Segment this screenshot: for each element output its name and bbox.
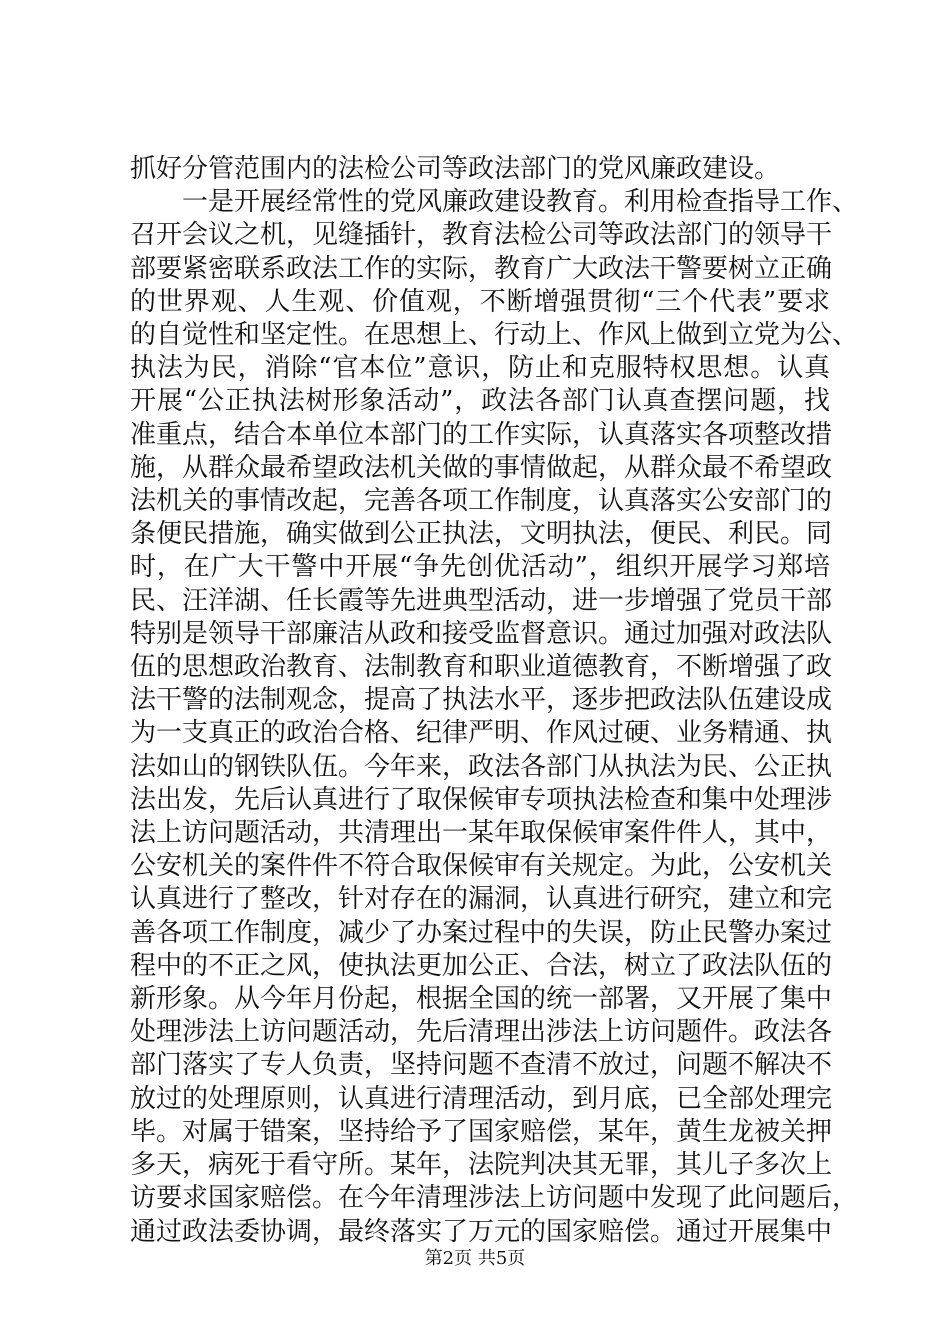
text-line: 的自觉性和坚定性。在思想上、行动上、作风上做到立党为公、 <box>130 320 859 351</box>
text-line: 公安机关的案件件不符合取保候审有关规定。为此，公安机关 <box>130 851 833 882</box>
text-line: 访要求国家赔偿。在今年清理涉法上访问题中发现了此问题后， <box>130 1183 859 1214</box>
text-line: 一是开展经常性的党风廉政建设教育。利用检查指导工作、 <box>130 187 859 218</box>
page-footer: 第2页 共5页 <box>424 1248 526 1269</box>
text-line: 开展“公正执法树形象活动”，政法各部门认真查摆问题，找 <box>130 386 830 417</box>
text-line: 召开会议之机，见缝插针，教育法检公司等政法部门的领导干 <box>130 220 833 251</box>
text-line: 放过的处理原则，认真进行清理活动，到月底，已全部处理完 <box>130 1083 833 1114</box>
text-line: 新形象。从今年月份起，根据全国的统一部署，又开展了集中 <box>130 984 833 1015</box>
text-line: 部门落实了专人负责，坚持问题不查清不放过，问题不解决不 <box>130 1050 833 1081</box>
text-line: 伍的思想政治教育、法制教育和职业道德教育，不断增强了政 <box>130 652 833 683</box>
text-line: 法干警的法制观念，提高了执法水平，逐步把政法队伍建设成 <box>130 685 833 716</box>
text-line: 毕。对属于错案，坚持给予了国家赔偿，某年，黄生龙被关押 <box>130 1116 833 1147</box>
body-paragraphs <box>130 153 859 1249</box>
text-line: 善各项工作制度，减少了办案过程中的失误，防止民警办案过 <box>130 917 833 948</box>
text-line: 部要紧密联系政法工作的实际，教育广大政法干警要树立正确 <box>130 253 833 284</box>
text-line: 程中的不正之风，使执法更加公正、合法，树立了政法队伍的 <box>130 950 833 981</box>
text-line: 法上访问题活动，共清理出一某年取保候审案件件人，其中， <box>130 818 833 849</box>
text-line: 法如山的钢铁队伍。今年来，政法各部门从执法为民、公正执 <box>130 751 833 782</box>
text-line: 准重点，结合本单位本部门的工作实际，认真落实各项整改措 <box>130 419 833 450</box>
text-line: 施，从群众最希望政法机关做的事情做起，从群众最不希望政 <box>130 452 833 483</box>
text-line: 抓好分管范围内的法检公司等政法部门的党风廉政建设。 <box>130 154 781 184</box>
text-line: 民、汪洋湖、任长霞等先进典型活动，进一步增强了党员干部 <box>130 585 833 616</box>
text-line: 时，在广大干警中开展“争先创优活动”，组织开展学习郑培 <box>130 552 830 583</box>
text-line: 条便民措施，确实做到公正执法，文明执法，便民、利民。同 <box>130 519 833 550</box>
text-line: 为一支真正的政治合格、纪律严明、作风过硬、业务精通、执 <box>130 718 833 749</box>
text-line: 法机关的事情改起，完善各项工作制度，认真落实公安部门的 <box>130 486 833 517</box>
text-line: 法出发，先后认真进行了取保候审专项执法检查和集中处理涉 <box>130 784 833 815</box>
text-line: 的世界观、人生观、价值观，不断增强贯彻“三个代表”要求 <box>130 286 830 317</box>
text-line: 处理涉法上访问题活动，先后清理出涉法上访问题件。政法各 <box>130 1017 833 1048</box>
text-line: 通过政法委协调，最终落实了万元的国家赔偿。通过开展集中 <box>130 1216 833 1247</box>
text-line: 执法为民，消除“官本位”意识，防止和克服特权思想。认真 <box>130 353 830 384</box>
text-line: 认真进行了整改，针对存在的漏洞，认真进行研究，建立和完 <box>130 884 833 915</box>
text-line: 多天，病死于看守所。某年，法院判决其无罪，其儿子多次上 <box>130 1150 833 1181</box>
text-line: 特别是领导干部廉洁从政和接受监督意识。通过加强对政法队 <box>130 618 833 649</box>
